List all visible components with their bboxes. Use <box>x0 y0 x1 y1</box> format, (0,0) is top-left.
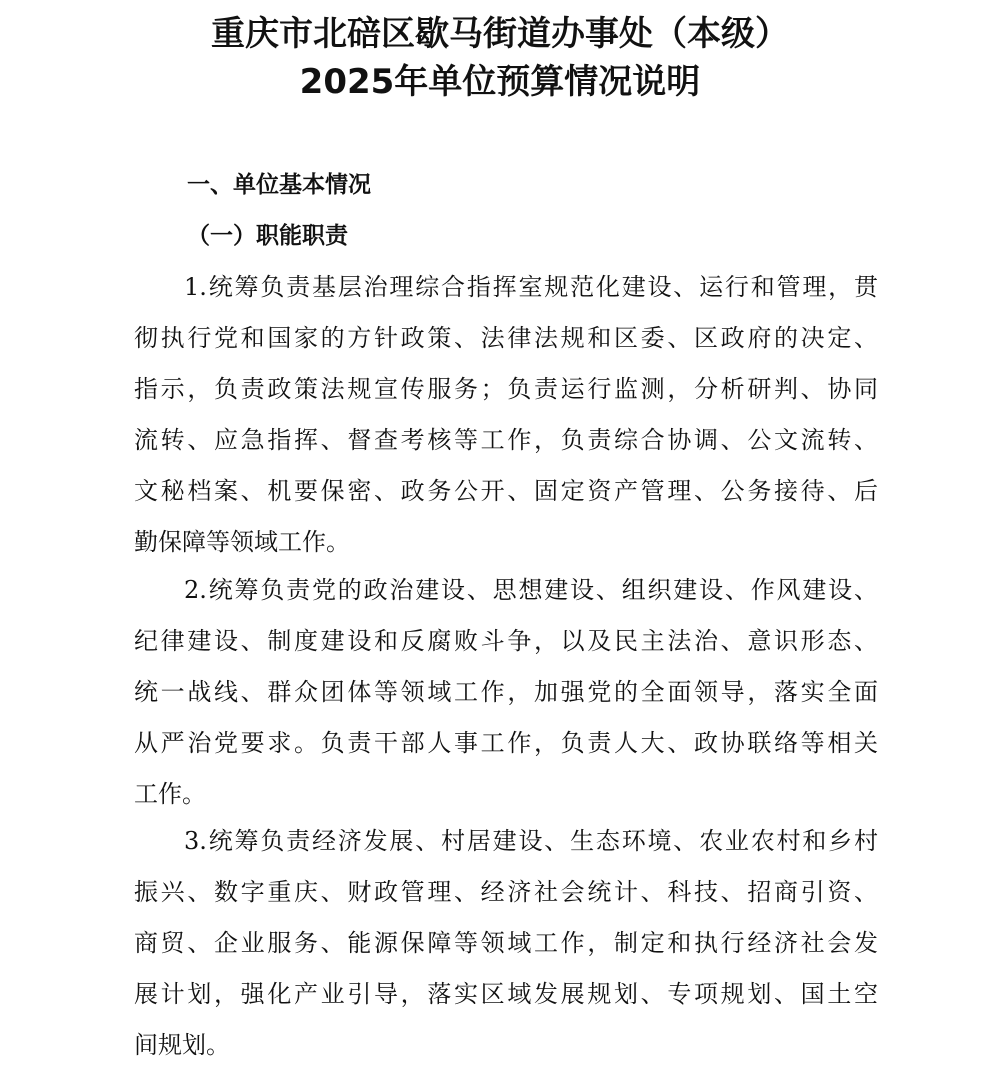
paragraph-line: 振兴、数字重庆、财政管理、经济社会统计、科技、招商引资、 <box>134 878 878 906</box>
paragraph-line: 指示，负责政策法规宣传服务；负责运行监测，分析研判、协同 <box>134 375 878 403</box>
paragraph-line: 工作。 <box>134 780 206 808</box>
paragraph-line: 流转、应急指挥、督查考核等工作，负责综合协调、公文流转、 <box>134 426 878 454</box>
paragraph-1 <box>134 262 878 568</box>
document-title-line-2: 2025年单位预算情况说明 <box>299 62 701 102</box>
paragraph-line: 展计划，强化产业引导，落实区域发展规划、专项规划、国土空 <box>134 980 878 1008</box>
paragraph-line: 商贸、企业服务、能源保障等领域工作，制定和执行经济社会发 <box>134 929 878 957</box>
paragraph-line: 纪律建设、制度建设和反腐败斗争，以及民主法治、意识形态、 <box>134 627 878 655</box>
paragraph-line: 从严治党要求。负责干部人事工作，负责人大、政协联络等相关 <box>134 729 878 757</box>
paragraph-line: 2.统筹负责党的政治建设、思想建设、组织建设、作风建设、 <box>184 576 878 604</box>
paragraph-line: 统一战线、群众团体等领域工作，加强党的全面领导，落实全面 <box>134 678 878 706</box>
subsection-heading-functions: （一）职能职责 <box>187 222 348 249</box>
paragraph-line: 文秘档案、机要保密、政务公开、固定资产管理、公务接待、后 <box>134 477 878 505</box>
paragraph-line: 彻执行党和国家的方针政策、法律法规和区委、区政府的决定、 <box>134 324 878 352</box>
paragraph-2 <box>134 565 878 820</box>
paragraph-3 <box>134 816 878 1071</box>
paragraph-line: 间规划。 <box>134 1031 230 1059</box>
section-heading-basic-info: 一、单位基本情况 <box>187 172 371 198</box>
paragraph-line: 3.统筹负责经济发展、村居建设、生态环境、农业农村和乡村 <box>184 827 878 855</box>
paragraph-line: 1.统筹负责基层治理综合指挥室规范化建设、运行和管理，贯 <box>184 273 878 301</box>
paragraph-line: 勤保障等领域工作。 <box>134 528 350 556</box>
document-title-line-1: 重庆市北碚区歇马街道办事处（本级） <box>211 14 789 54</box>
